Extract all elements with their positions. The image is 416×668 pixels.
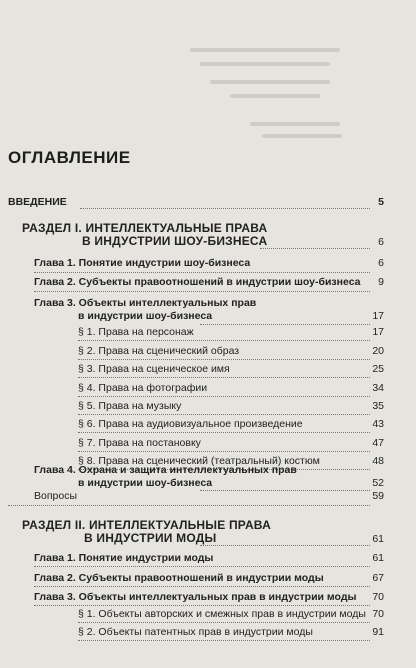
toc-entry-title-line2: в индустрии шоу-бизнеса: [78, 310, 213, 322]
leader-dots: [200, 490, 370, 491]
leader-dots: [78, 377, 370, 378]
toc-entry-page: 6: [378, 236, 384, 248]
toc-entry-page: 35: [372, 400, 384, 412]
leader-dots: [200, 324, 370, 325]
toc-entry-title: Глава 2. Субъекты правоотношений в индустрии шоу-бизнеса: [34, 276, 361, 288]
toc-entry-title: § 8. Права на сценический (театральный) костюм: [78, 455, 320, 467]
toc-entry-page: 61: [372, 552, 384, 564]
toc-entry-page: 5: [378, 196, 384, 208]
toc-section-title: [22, 519, 271, 545]
toc-entry-page: 34: [372, 382, 384, 394]
toc-entry-page: 61: [372, 533, 384, 545]
leader-dots: [78, 451, 370, 452]
toc-entry-title: Вопросы: [34, 490, 78, 502]
toc-section-title-line2: В ИНДУСТРИИ ШОУ-БИЗНЕСА: [82, 234, 268, 248]
leader-dots: [8, 505, 370, 506]
leader-dots: [200, 545, 370, 546]
toc-entry-title: Глава 2. Субъекты правоотношений в индустрии моды: [34, 572, 324, 584]
toc-entry-page: 17: [372, 310, 384, 322]
toc-entry-page: 25: [372, 363, 384, 375]
leader-dots: [78, 432, 370, 433]
toc-entry-title: § 1. Права на персонаж: [78, 326, 194, 338]
toc-section-title-line1: РАЗДЕЛ I. ИНТЕЛЛЕКТУАЛЬНЫЕ ПРАВА: [22, 221, 268, 235]
leader-dots: [78, 396, 370, 397]
toc-entry-page: 67: [372, 572, 384, 584]
toc-entry-title: § 6. Права на аудиовизуальное произведение: [78, 418, 303, 430]
toc-entry-page: 47: [372, 437, 384, 449]
toc-entry-page: 70: [372, 591, 384, 603]
toc-entry-title: Глава 3. Объекты интеллектуальных прав в индустрии моды: [34, 591, 357, 603]
toc-entry-page: 20: [372, 345, 384, 357]
toc-entry-title-line2: в индустрии шоу-бизнеса: [78, 477, 213, 489]
toc-entry-page: 17: [372, 326, 384, 338]
toc-entry-title: § 2. Объекты патентных прав в индустрии моды: [78, 626, 313, 638]
toc-section-title-line1: РАЗДЕЛ II. ИНТЕЛЛЕКТУАЛЬНЫЕ ПРАВА: [22, 518, 271, 532]
toc-entry-title-line1: Глава 4. Охрана и защита интеллектуальных прав: [34, 464, 297, 476]
toc-entry-page: 43: [372, 418, 384, 430]
leader-dots: [34, 605, 370, 606]
toc-section-title-line2: В ИНДУСТРИИ МОДЫ: [84, 531, 217, 545]
leader-dots: [34, 291, 370, 292]
leader-dots: [78, 359, 370, 360]
leader-dots: [34, 272, 370, 273]
toc-entry-title: § 3. Права на сценическое имя: [78, 363, 230, 375]
toc-section-title: [22, 222, 267, 248]
leader-dots: [80, 208, 370, 209]
toc-entry-title-line1: Глава 3. Объекты интеллектуальных прав: [34, 297, 257, 309]
toc-entry-title: ВВЕДЕНИЕ: [8, 196, 67, 208]
toc-entry-title: § 1. Объекты авторских и смежных прав в индустрии моды: [78, 608, 366, 620]
toc-entry-title: Глава 1. Понятие индустрии шоу-бизнеса: [34, 257, 251, 269]
leader-dots: [78, 414, 370, 415]
toc-entry-title: § 5. Права на музыку: [78, 400, 182, 412]
toc-entry-page: 52: [372, 477, 384, 489]
toc-entry-page: 59: [372, 490, 384, 502]
toc-entry-title: Глава 1. Понятие индустрии моды: [34, 552, 214, 564]
toc-entry-page: 6: [378, 257, 384, 269]
toc-entry-title: § 7. Права на постановку: [78, 437, 201, 449]
leader-dots: [78, 640, 370, 641]
toc-entry-page: 70: [372, 608, 384, 620]
toc-entry-page: 91: [372, 626, 384, 638]
toc-entry-title: [34, 464, 297, 490]
toc-entry-title: § 2. Права на сценический образ: [78, 345, 240, 357]
toc-entry-page: 48: [372, 455, 384, 467]
page-title: ОГЛАВЛЕНИЕ: [8, 148, 131, 167]
leader-dots: [260, 248, 370, 249]
toc-entry-page: 9: [378, 276, 384, 288]
leader-dots: [78, 622, 370, 623]
leader-dots: [34, 566, 370, 567]
toc-entry-title: § 4. Права на фотографии: [78, 382, 208, 394]
leader-dots: [78, 340, 370, 341]
toc-entry-title: [34, 297, 256, 323]
leader-dots: [34, 586, 370, 587]
bleed-through-text: [0, 0, 416, 120]
